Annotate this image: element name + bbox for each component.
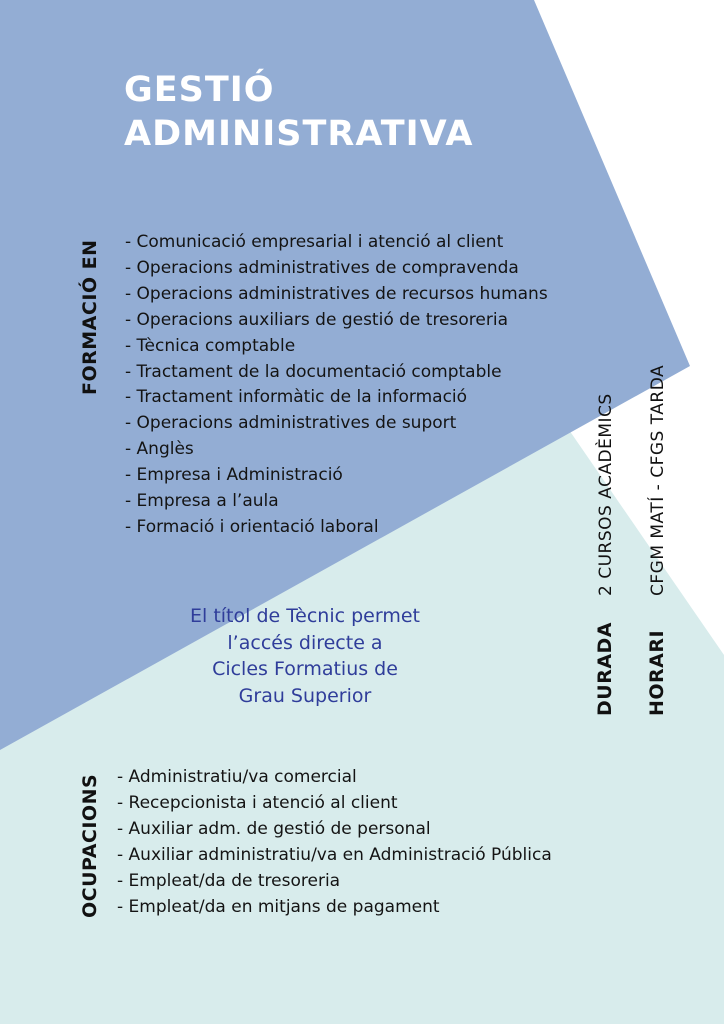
ocupacions-list: [117, 765, 552, 920]
list-item: - Auxiliar administratiu/va en Administració Pública: [117, 844, 552, 865]
durada-value: 2 CURSOS ACADÈMICS: [596, 393, 616, 596]
callout-line-4: Grau Superior: [238, 684, 372, 707]
list-item: - Empresa i Administració: [125, 465, 343, 486]
callout-text: [140, 603, 470, 709]
list-item: - Empresa a l’aula: [125, 491, 279, 512]
ocupacions-label: OCUPACIONS: [79, 773, 101, 918]
list-item: - Tractament informàtic de la informació: [125, 387, 468, 408]
callout-line-1: El títol de Tècnic permet: [190, 605, 420, 627]
list-item: - Anglès: [125, 439, 194, 460]
formacio-list: [125, 230, 548, 541]
callout-line-3: Cicles Formatius de: [212, 658, 398, 680]
list-item: - Tractament de la documentació comptable: [125, 361, 502, 382]
list-item: - Operacions auxiliars de gestió de tresoreria: [125, 309, 508, 330]
page-title: [124, 68, 473, 156]
list-item: - Administratiu/va comercial: [117, 767, 357, 787]
list-item: - Empleat/da en mitjans de pagament: [117, 896, 440, 917]
durada-label: DURADA: [594, 621, 616, 716]
list-item: - Operacions administratives de compravenda: [125, 257, 519, 278]
list-item: - Operacions administratives de suport: [125, 413, 457, 434]
horari-label: HORARI: [646, 629, 668, 716]
callout-line-2: l’accés directe a: [227, 631, 383, 654]
list-item: - Operacions administratives de recursos humans: [125, 283, 548, 304]
horari-value: CFGM MATÍ - CFGS TARDA: [648, 364, 668, 596]
list-item: - Auxiliar adm. de gestió de personal: [117, 818, 431, 839]
list-item: - Formació i orientació laboral: [125, 516, 379, 537]
title-line-2: ADMINISTRATIVA: [124, 114, 474, 154]
formacio-label: FORMACIÓ EN: [79, 239, 101, 395]
list-item: - Recepcionista i atenció al client: [117, 792, 398, 813]
list-item: - Tècnica comptable: [125, 335, 296, 356]
list-item: - Empleat/da de tresoreria: [117, 870, 341, 891]
list-item: - Comunicació empresarial i atenció al client: [125, 232, 504, 252]
title-line-1: GESTIÓ: [124, 70, 275, 110]
